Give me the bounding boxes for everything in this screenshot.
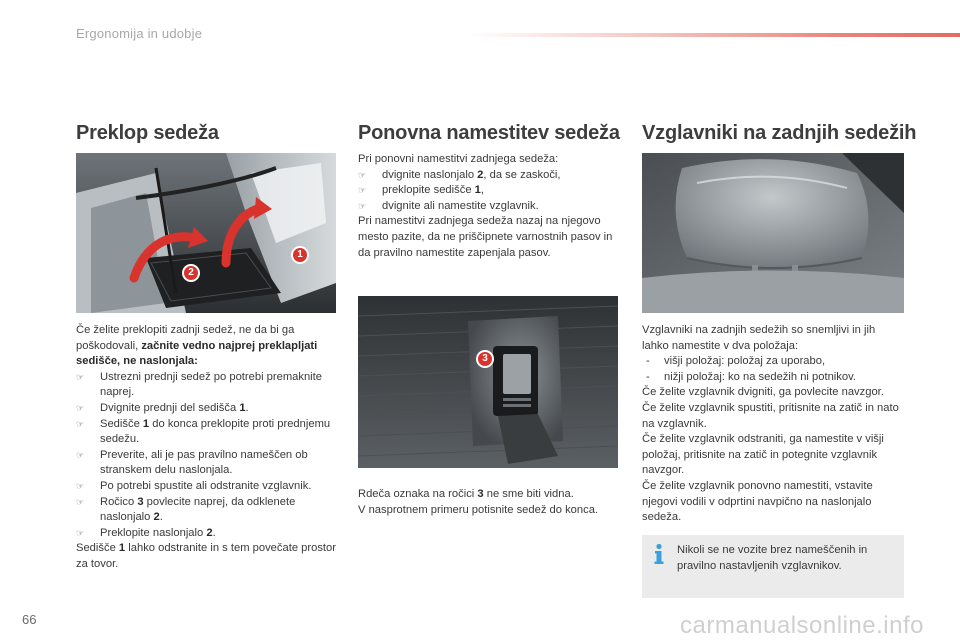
list-item: ☞ Dvignite prednji del sedišča 1. xyxy=(76,401,338,417)
heading-seat-folding: Preklop sedeža xyxy=(76,122,219,144)
text-lever-note: Rdeča oznaka na ročici 3 ne sme biti vidna. V nasprotnem primeru potisnite sedež do konca. xyxy=(358,488,599,516)
paragraph: Če želite vzglavnik ponovno namestiti, vstavite njegovi vodili v odprtini navpično na naslonjalo sedeža. xyxy=(642,479,873,524)
text-seat-refit xyxy=(358,152,620,261)
hand-pointer-icon: ☞ xyxy=(76,496,85,507)
hand-pointer-icon: ☞ xyxy=(358,200,367,211)
safety-note xyxy=(642,535,904,598)
info-icon xyxy=(652,543,666,565)
page-number: 66 xyxy=(22,612,37,627)
hand-pointer-icon: ☞ xyxy=(358,185,367,196)
paragraph: Če želite vzglavnik odstraniti, ga namestite v višji položaj, pritisnite na zatič in potegnite vzglavnik navzgor. xyxy=(642,433,884,477)
safety-note-text: Nikoli se ne vozite brez nameščenih in pravilno nastavljenih vzglavnikov. xyxy=(677,544,868,572)
photo-seat-lever xyxy=(358,296,618,468)
hand-pointer-icon: ☞ xyxy=(76,449,85,460)
intro-bold: začnite vedno najprej preklapljati sedišče, ne naslonjala: xyxy=(76,339,318,368)
text-seat-folding xyxy=(76,323,338,573)
list-item: ☞ dvignite ali namestite vzglavnik. xyxy=(358,199,620,215)
list-item: ☞ Preklopite naslonjalo 2. xyxy=(76,526,338,542)
callout-3: 3 xyxy=(476,350,494,368)
list-item: ☞ Po potrebi spustite ali odstranite vzglavnik. xyxy=(76,479,338,495)
list-item: ☞ Preverite, ali je pas pravilno nameščen ob stranskem delu naslonjala. xyxy=(76,448,308,477)
intro-text: Vzglavniki na zadnjih sedežih so snemljivi in jih lahko namestite v dva položaja: xyxy=(642,324,876,352)
list-item: ☞ Sedišče 1 do konca preklopite proti prednjemu sedežu. xyxy=(76,417,331,446)
header-title: Ergonomija in udobje xyxy=(76,26,203,41)
list-item: - višji položaj: položaj za uporabo, xyxy=(646,355,826,368)
text-rear-headrests xyxy=(642,323,904,526)
watermark: carmanualsonline.info xyxy=(680,612,924,639)
hand-pointer-icon: ☞ xyxy=(76,527,85,538)
hand-pointer-icon: ☞ xyxy=(76,371,85,382)
list-item: ☞ dvignite naslonjalo 2, da se zaskoči, xyxy=(358,168,620,184)
paragraph: Če želite vzglavnik spustiti, pritisnite na zatič in nato na vzglavnik. xyxy=(642,401,899,430)
list-item: ☞ preklopite sedišče 1, xyxy=(358,183,620,199)
paragraph: Pri namestitvi zadnjega sedeža nazaj na njegovo mesto pazite, da ne priščipnete varnostnih pasov in da pravilno namestite zapenjala pasov. xyxy=(358,215,613,259)
outro-text: Sedišče 1 lahko odstranite in s tem povečate prostor za tovor. xyxy=(76,542,336,570)
heading-rear-headrests: Vzglavniki na zadnjih sedežih xyxy=(642,122,917,144)
list-item: - nižji položaj: ko na sedežih ni potnikov. xyxy=(646,370,856,383)
heading-seat-refit: Ponovna namestitev sedeža xyxy=(358,122,620,144)
callout-1: 1 xyxy=(291,246,309,264)
hand-pointer-icon: ☞ xyxy=(76,402,85,413)
paragraph: Če želite vzglavnik dvigniti, ga povlecite navzgor. xyxy=(642,386,884,399)
list-item: ☞ Ustrezni prednji sedež po potrebi premaknite naprej. xyxy=(76,370,323,399)
intro-text: Če želite preklopiti zadnji sedež, ne da bi ga poškodovali, xyxy=(76,324,295,352)
hand-pointer-icon: ☞ xyxy=(358,169,367,180)
hand-pointer-icon: ☞ xyxy=(76,418,85,429)
header-accent-bar xyxy=(470,33,960,37)
photo-headrest xyxy=(642,153,904,313)
callout-2: 2 xyxy=(182,264,200,282)
list-item: ☞ Ročico 3 povlecite naprej, da odklenete naslonjalo 2. xyxy=(76,495,296,524)
photo-seat-folding xyxy=(76,153,336,313)
hand-pointer-icon: ☞ xyxy=(76,480,85,491)
intro-text: Pri ponovni namestitvi zadnjega sedeža: xyxy=(358,153,559,165)
